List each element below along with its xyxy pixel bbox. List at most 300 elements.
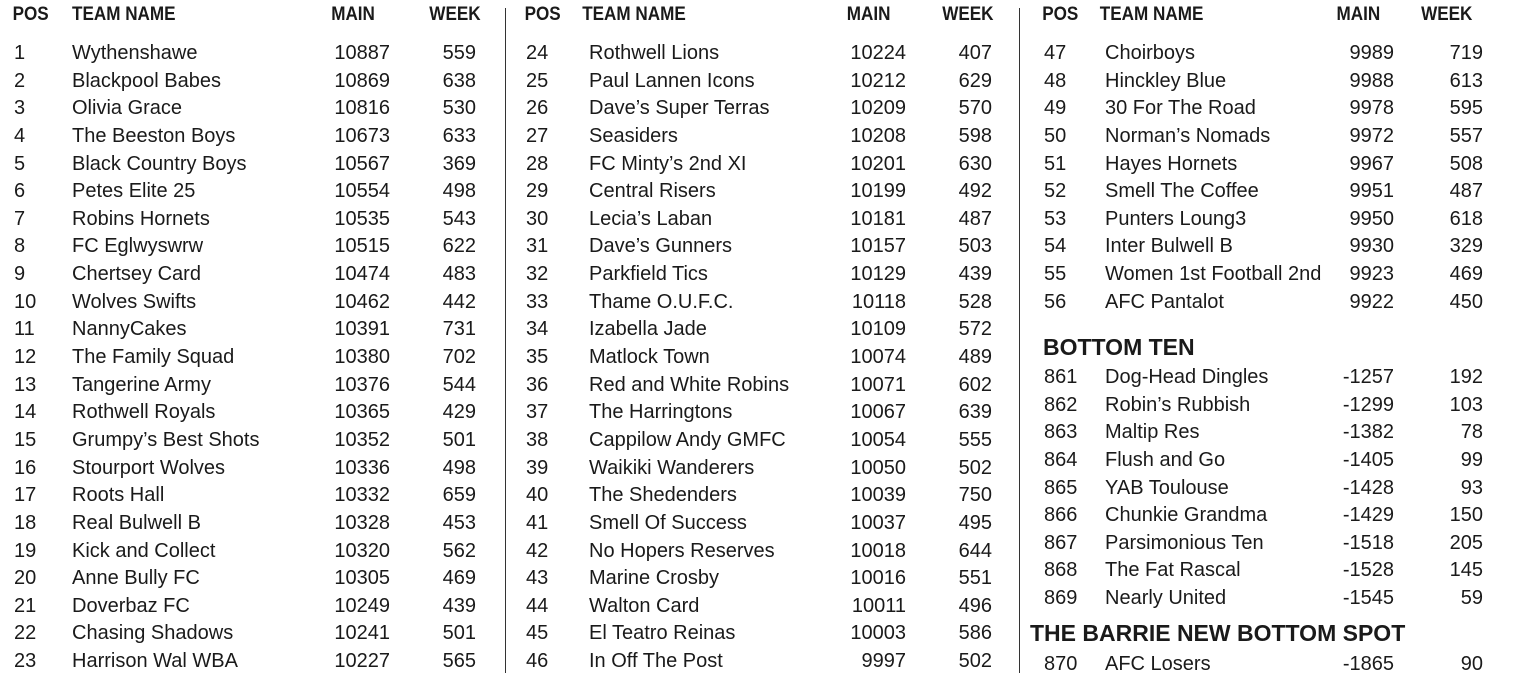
table-row [1026,261,1513,289]
row-position: 42 [526,539,549,562]
row-main-score: 10249 [334,594,390,617]
row-week-score: 192 [1449,366,1483,388]
row-position: 8 [14,235,26,258]
row-position: 56 [1044,290,1067,313]
row-team-name: Rothwell Royals [72,401,216,424]
table-row [0,399,500,427]
row-position: 52 [1044,180,1067,203]
table-row [512,455,1012,483]
row-team-name: Blackpool Babes [72,69,221,92]
row-main-score: 10074 [850,346,906,369]
row-week-score: 439 [958,263,992,286]
row-position: 3 [14,97,26,120]
row-team-name: 30 For The Road [1105,97,1256,120]
table-row [512,538,1012,566]
table-row [512,95,1012,123]
row-main-score: 9997 [861,650,906,673]
table-row [0,40,500,68]
row-main-score: 10332 [334,484,390,507]
row-main-score: 10209 [850,97,906,120]
row-position: 24 [526,42,549,64]
row-position: 14 [14,401,37,424]
row-main-score: 10199 [850,180,906,203]
row-position: 39 [526,456,549,479]
row-position: 20 [14,567,37,590]
row-position: 54 [1044,235,1067,258]
table-row [512,123,1012,151]
row-position: 865 [1044,476,1078,499]
row-week-score: 492 [958,180,992,203]
row-position: 46 [526,650,549,673]
row-week-score: 450 [1449,290,1483,313]
table-row [0,648,500,676]
table-column-1 [0,0,500,685]
row-team-name: Wythenshawe [72,42,198,64]
row-week-score: 487 [1449,180,1483,203]
row-team-name: Parkfield Tics [589,263,708,286]
row-position: 7 [14,207,26,230]
row-position: 33 [526,290,549,313]
row-main-score: 9989 [1349,42,1394,64]
row-team-name: Roots Hall [72,484,165,507]
row-position: 869 [1044,587,1078,610]
header-main: MAIN [331,4,375,25]
table-row [1026,502,1513,530]
row-main-score: 10305 [334,567,390,590]
row-team-name: Dave’s Gunners [589,235,733,258]
barrie-spot-heading: THE BARRIE NEW BOTTOM SPOT [1030,620,1406,646]
table-row [512,316,1012,344]
row-week-score: 469 [442,567,476,590]
row-position: 16 [14,456,37,479]
row-main-score: 10365 [334,401,390,424]
row-team-name: El Teatro Reinas [589,622,736,645]
row-week-score: 487 [958,207,992,230]
row-position: 50 [1044,124,1067,147]
row-week-score: 622 [442,235,476,258]
row-team-name: Chertsey Card [72,263,201,286]
row-main-score: 9923 [1349,263,1394,286]
table-row [0,538,500,566]
table-row [1026,95,1513,123]
row-position: 49 [1044,97,1067,120]
header-main: MAIN [846,4,891,25]
row-main-score: 10037 [850,511,906,534]
row-main-score: -1257 [1342,366,1394,388]
header-main: MAIN [1336,4,1381,25]
row-team-name: YAB Toulouse [1105,476,1229,499]
row-main-score: 9922 [1349,290,1394,313]
table-row [512,289,1012,317]
row-team-name: Tangerine Army [72,373,211,396]
row-main-score: 10376 [334,373,390,396]
row-team-name: Olivia Grace [72,97,183,120]
row-week-score: 90 [1460,653,1483,675]
row-week-score: 442 [442,290,476,313]
row-main-score: 10515 [334,235,390,258]
row-week-score: 93 [1460,476,1483,499]
row-main-score: 10011 [851,594,906,617]
column-header [512,4,994,26]
table-rows [0,40,500,676]
row-week-score: 659 [442,484,476,507]
row-main-score: 10071 [850,373,906,396]
row-team-name: Lecia’s Laban [589,207,713,230]
row-main-score: -1545 [1342,587,1394,610]
row-position: 12 [14,346,37,369]
header-pos: POS [12,4,49,25]
header-week: WEEK [1421,4,1473,25]
row-position: 863 [1044,421,1078,444]
row-week-score: 639 [958,401,992,424]
table-rows [1026,40,1513,316]
row-team-name: FC Minty’s 2nd XI [589,152,747,175]
row-position: 10 [14,290,37,313]
table-row [512,593,1012,621]
column-header [1026,4,1473,26]
column-divider [505,8,506,673]
row-week-score: 562 [442,539,476,562]
row-week-score: 629 [958,69,992,92]
row-team-name: Doverbaz FC [72,594,190,617]
table-row [0,427,500,455]
row-week-score: 59 [1460,587,1483,610]
row-main-score: 10181 [850,207,906,230]
row-week-score: 145 [1449,559,1483,582]
row-main-score: 10208 [850,124,906,147]
row-position: 22 [14,622,37,645]
table-row [512,482,1012,510]
row-main-score: -1518 [1342,531,1394,554]
row-week-score: 439 [442,594,476,617]
row-main-score: 9972 [1349,124,1394,147]
table-rows [512,40,1012,676]
row-main-score: -1528 [1342,559,1394,582]
table-row [0,68,500,96]
header-week: WEEK [429,4,481,25]
row-position: 870 [1044,653,1078,675]
row-team-name: Marine Crosby [589,567,720,590]
row-week-score: 638 [442,69,476,92]
row-main-score: 10003 [850,622,906,645]
row-week-score: 502 [958,650,992,673]
row-main-score: 10157 [850,235,906,258]
row-position: 866 [1044,504,1078,527]
table-row [0,372,500,400]
row-week-score: 702 [442,346,476,369]
row-week-score: 602 [958,373,992,396]
row-week-score: 731 [442,318,476,341]
row-team-name: Nearly United [1105,587,1227,610]
row-team-name: Walton Card [589,594,700,617]
header-team-name: TEAM NAME [582,4,686,25]
row-team-name: Thame O.U.F.C. [589,290,734,313]
row-position: 30 [526,207,549,230]
table-row [1026,233,1513,261]
row-week-score: 501 [442,622,476,645]
row-position: 47 [1044,42,1067,64]
column-header [0,4,481,26]
table-row [512,233,1012,261]
row-team-name: Dave’s Super Terras [589,97,770,120]
row-main-score: 10816 [334,97,390,120]
row-week-score: 501 [442,428,476,451]
row-week-score: 557 [1449,124,1483,147]
table-row [0,261,500,289]
row-team-name: In Off The Post [589,650,723,673]
row-position: 55 [1044,263,1067,286]
table-row [1026,151,1513,179]
row-position: 19 [14,539,37,562]
row-team-name: Punters Loung3 [1105,207,1247,230]
row-week-score: 369 [442,152,476,175]
row-week-score: 565 [442,650,476,673]
table-row [1026,40,1513,68]
row-main-score: -1429 [1342,504,1394,527]
table-row [512,648,1012,676]
row-week-score: 205 [1449,531,1483,554]
row-main-score: 10212 [850,69,906,92]
table-row [512,40,1012,68]
row-position: 864 [1044,448,1078,471]
table-row [512,372,1012,400]
row-main-score: 10336 [334,456,390,479]
table-row [0,344,500,372]
table-row [0,206,500,234]
header-pos: POS [1042,4,1079,25]
table-row [1026,206,1513,234]
row-main-score: 9978 [1349,97,1394,120]
table-row [1026,475,1513,503]
row-team-name: Inter Bulwell B [1105,235,1233,258]
row-position: 15 [14,428,37,451]
row-main-score: 10328 [334,511,390,534]
row-week-score: 530 [442,97,476,120]
table-row [0,123,500,151]
row-week-score: 150 [1449,504,1483,527]
table-row [512,178,1012,206]
table-row [0,565,500,593]
row-main-score: 10241 [334,622,390,645]
row-week-score: 528 [958,290,992,313]
row-team-name: Harrison Wal WBA [72,650,238,673]
row-main-score: 10554 [334,180,390,203]
table-row [1026,447,1513,475]
row-team-name: Hayes Hornets [1105,152,1238,175]
row-week-score: 498 [442,180,476,203]
row-main-score: -1428 [1342,476,1394,499]
row-week-score: 572 [958,318,992,341]
row-position: 6 [14,180,26,203]
row-main-score: -1865 [1342,653,1394,675]
row-week-score: 544 [442,373,476,396]
row-team-name: Seasiders [589,124,678,147]
row-main-score: -1405 [1342,448,1394,471]
row-team-name: Robins Hornets [72,207,210,230]
row-position: 28 [526,152,549,175]
row-team-name: Flush and Go [1105,448,1226,471]
row-position: 38 [526,428,549,451]
table-row [1026,364,1513,392]
table-row [512,151,1012,179]
row-main-score: 10227 [334,650,390,673]
row-week-score: 598 [958,124,992,147]
table-row [1026,530,1513,558]
table-row [1026,419,1513,447]
row-position: 51 [1044,152,1067,175]
row-team-name: Maltip Res [1105,421,1200,444]
row-team-name: Parsimonious Ten [1105,531,1264,554]
row-team-name: Black Country Boys [72,152,247,175]
table-row [1026,557,1513,585]
row-team-name: Hinckley Blue [1105,69,1227,92]
row-week-score: 633 [442,124,476,147]
row-week-score: 503 [958,235,992,258]
row-main-score: 10224 [850,42,906,64]
row-main-score: 9930 [1349,235,1394,258]
row-team-name: Izabella Jade [589,318,707,341]
row-position: 18 [14,511,37,534]
row-main-score: 10869 [334,69,390,92]
row-week-score: 570 [958,97,992,120]
row-week-score: 543 [442,207,476,230]
row-week-score: 555 [958,428,992,451]
table-row [1026,178,1513,206]
row-position: 21 [14,594,37,617]
row-team-name: No Hopers Reserves [589,539,775,562]
table-row [1026,289,1513,317]
row-main-score: 10109 [850,318,906,341]
row-week-score: 750 [958,484,992,507]
row-week-score: 719 [1449,42,1483,64]
row-week-score: 99 [1460,448,1483,471]
row-main-score: -1299 [1342,393,1394,416]
row-week-score: 329 [1449,235,1483,258]
table-row [0,151,500,179]
row-week-score: 453 [442,511,476,534]
bottom-ten-heading: BOTTOM TEN [1043,334,1195,360]
table-row [512,565,1012,593]
row-team-name: The Family Squad [72,346,235,369]
header-team-name: TEAM NAME [72,4,176,25]
row-team-name: AFC Losers [1105,653,1211,675]
row-main-score: 10887 [334,42,390,64]
row-position: 27 [526,124,549,147]
row-main-score: 9951 [1349,180,1394,203]
table-row [512,261,1012,289]
table-row [1026,392,1513,420]
table-row [0,593,500,621]
row-main-score: 10054 [850,428,906,451]
column-divider [1019,8,1020,673]
row-position: 17 [14,484,37,507]
row-position: 26 [526,97,549,120]
row-main-score: 9950 [1349,207,1394,230]
row-position: 43 [526,567,549,590]
row-team-name: Anne Bully FC [72,567,200,590]
row-team-name: Matlock Town [589,346,710,369]
row-team-name: FC Eglwyswrw [72,235,204,258]
row-week-score: 429 [442,401,476,424]
row-team-name: Smell The Coffee [1105,180,1259,203]
row-week-score: 495 [958,511,992,534]
row-team-name: Wolves Swifts [72,290,197,313]
row-team-name: Choirboys [1105,42,1196,64]
row-position: 861 [1044,366,1078,388]
row-position: 36 [526,373,549,396]
table-row [512,399,1012,427]
row-main-score: 10320 [334,539,390,562]
row-main-score: 10050 [850,456,906,479]
row-team-name: Grumpy’s Best Shots [72,428,260,451]
row-team-name: Chunkie Grandma [1105,504,1268,527]
row-position: 4 [14,124,26,147]
row-position: 13 [14,373,37,396]
row-week-score: 489 [958,346,992,369]
row-position: 867 [1044,531,1078,554]
row-week-score: 498 [442,456,476,479]
barrie-spot-rows [1026,651,1513,679]
row-main-score: 10018 [850,539,906,562]
table-row [0,482,500,510]
row-main-score: 10039 [850,484,906,507]
row-position: 862 [1044,393,1078,416]
row-team-name: The Fat Rascal [1105,559,1241,582]
bottom-ten-rows [1026,364,1513,613]
table-row [512,206,1012,234]
row-team-name: Women 1st Football 2nd [1105,263,1322,286]
row-position: 29 [526,180,549,203]
table-row [0,316,500,344]
table-column-3 [1026,0,1513,685]
row-main-score: 10567 [334,152,390,175]
table-row [512,620,1012,648]
row-team-name: Kick and Collect [72,539,216,562]
header-week: WEEK [942,4,994,25]
row-week-score: 586 [958,622,992,645]
row-main-score: 9988 [1349,69,1394,92]
table-row [0,455,500,483]
row-main-score: 10380 [334,346,390,369]
row-position: 2 [14,69,26,92]
row-week-score: 630 [958,152,992,175]
table-row [512,510,1012,538]
row-position: 35 [526,346,549,369]
row-team-name: Central Risers [589,180,716,203]
row-position: 45 [526,622,549,645]
row-week-score: 644 [958,539,992,562]
row-main-score: 10391 [334,318,390,341]
row-week-score: 103 [1449,393,1483,416]
row-main-score: 9967 [1349,152,1394,175]
row-position: 44 [526,594,549,617]
row-team-name: Cappilow Andy GMFC [589,428,786,451]
row-main-score: -1382 [1342,421,1394,444]
row-team-name: Dog-Head Dingles [1105,366,1269,388]
row-position: 34 [526,318,549,341]
row-week-score: 78 [1460,421,1483,444]
row-main-score: 10201 [850,152,906,175]
table-row [1026,585,1513,613]
row-main-score: 10129 [850,263,906,286]
row-position: 868 [1044,559,1078,582]
row-week-score: 559 [442,42,476,64]
row-team-name: The Harringtons [589,401,733,424]
row-team-name: Petes Elite 25 [72,180,196,203]
row-position: 37 [526,401,549,424]
table-row [0,510,500,538]
row-main-score: 10067 [850,401,906,424]
